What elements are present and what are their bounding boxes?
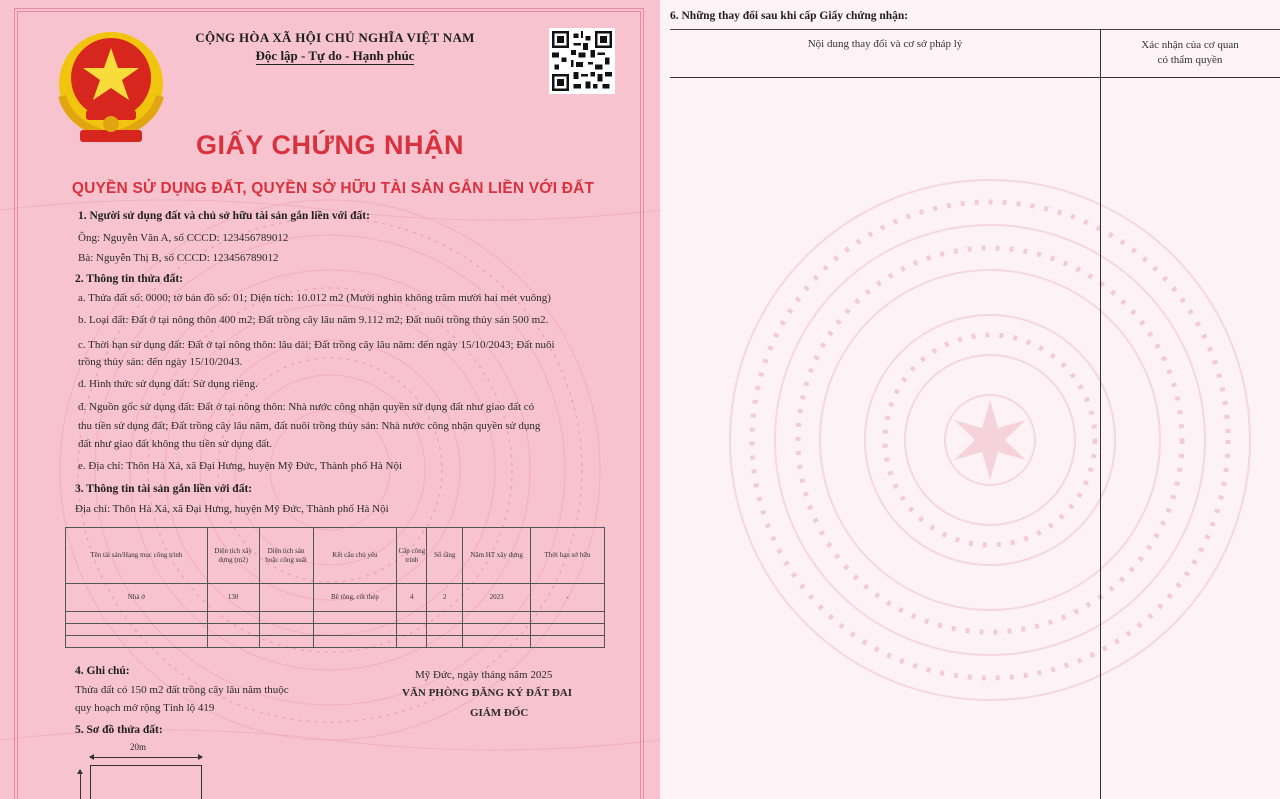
parcel-info-c-line2: trồng thủy sản: đến ngày 15/10/2043.: [78, 356, 243, 368]
note-line-1: Thửa đất có 150 m2 đất trồng cây lâu năm thuộc: [75, 684, 289, 696]
section-1-heading-text: 1. Người sử dụng đất và chủ sở hữu tài sản gắn liền với đất:: [78, 210, 370, 222]
sketch-side-arrow: [80, 770, 81, 799]
asset-table-row: [66, 624, 605, 636]
changes-table-top-border: [670, 29, 1280, 30]
section-4-heading: [75, 664, 130, 679]
parcel-info-dd-line2: thu tiền sử dụng đất; Đất trồng cây lâu năm, đất nuôi trồng thủy sản: Nhà nước công nhận quyền sử dụng: [78, 420, 541, 432]
asset-table-cell: [259, 584, 313, 612]
confirmation-header-line-2: có thẩm quyền: [1157, 54, 1223, 66]
section-3-heading-text: 3. Thông tin tài sản gắn liền với đất:: [75, 483, 253, 495]
motto-text: Độc lập - Tự do - Hạnh phúc: [255, 48, 415, 63]
changes-column-confirmation: [1102, 38, 1278, 68]
section-3-heading: [75, 482, 252, 497]
changes-column-content: Nội dung thay đổi và cơ sở pháp lý: [807, 38, 963, 50]
owner-line-2: Bà: Nguyễn Thị B, số CCCD: 123456789012: [78, 252, 279, 264]
asset-table-header: Cấp công trình: [397, 528, 427, 584]
asset-table-header: Kết cấu chủ yếu: [313, 528, 397, 584]
asset-table-cell: 130: [207, 584, 259, 612]
qr-code-icon: [549, 28, 615, 94]
asset-table-cell: 2023: [463, 584, 531, 612]
place-and-date: Mỹ Đức, ngày tháng năm 2025: [415, 669, 553, 681]
asset-address: Địa chỉ: Thôn Hà Xá, xã Đại Hưng, huyện Mỹ Đức, Thành phố Hà Nội: [75, 503, 389, 515]
section-2-heading: [75, 272, 183, 287]
nation-name: CỘNG HÒA XÃ HỘI CHỦ NGHĨA VIỆT NAM: [195, 30, 475, 45]
parcel-info-c-line1: c. Thời hạn sử dụng đất: Đất ở tại nông thôn: lâu dài; Đất trồng cây lâu năm: đến ngày 15/10/2043; Đất nuôi: [78, 339, 555, 351]
asset-table-cell: Nhà ở: [66, 584, 208, 612]
confirmation-header-line-1: Xác nhận của cơ quan: [1141, 39, 1239, 51]
issuing-office: VĂN PHÒNG ĐĂNG KÝ ĐẤT ĐAI: [402, 687, 572, 699]
drum-watermark-pattern: [660, 0, 1280, 799]
section-5-heading: [75, 723, 163, 738]
parcel-info-a: a. Thửa đất số: 0000; tờ bản đồ số: 01; Diện tích: 10.012 m2 (Mười nghìn không trăm mười hai mét vuông): [78, 292, 551, 304]
certificate-subtitle: QUYỀN SỬ DỤNG ĐẤT, QUYỀN SỞ HỮU TÀI SẢN GẮN LIỀN VỚI ĐẤT: [71, 180, 595, 197]
changes-section-title: 6. Những thay đổi sau khi cấp Giấy chứng nhận:: [670, 10, 909, 22]
asset-table-header-row: [66, 528, 605, 584]
asset-table-row: [66, 636, 605, 648]
owner-line-1: Ông: Nguyễn Văn A, số CCCD: 123456789012: [78, 232, 289, 244]
signer-role: GIÁM ĐỐC: [470, 707, 529, 719]
asset-table-cell: -: [531, 584, 605, 612]
asset-table-header: Tên tài sản/Hạng mục công trình: [66, 528, 208, 584]
asset-table-cell: 2: [427, 584, 463, 612]
sketch-dimension-arrow: [90, 757, 202, 758]
asset-table-cell: Bê tông, cốt thép: [313, 584, 397, 612]
parcel-info-dd-line1: đ. Nguồn gốc sử dụng đất: Đất ở tại nông thôn: Nhà nước công nhận quyền sử dụng đất như giao đất có: [78, 401, 535, 413]
certificate-changes-page: [660, 0, 1280, 799]
parcel-info-e: e. Địa chỉ: Thôn Hà Xá, xã Đại Hưng, huyện Mỹ Đức, Thành phố Hà Nội: [78, 460, 403, 472]
asset-table: [65, 527, 605, 648]
asset-table-header: Năm HT xây dựng: [463, 528, 531, 584]
section-1-heading: [78, 209, 370, 224]
asset-table-cell: 4: [397, 584, 427, 612]
national-motto: [160, 48, 510, 64]
asset-table-header: Thời hạn sở hữu: [531, 528, 605, 584]
parcel-info-b: b. Loại đất: Đất ở tại nông thôn 400 m2; Đất trồng cây lâu năm 9.112 m2; Đất nuôi trồng thủy sản 500 m2.: [78, 314, 549, 326]
certificate-title: GIẤY CHỨNG NHẬN: [196, 130, 464, 160]
asset-table-header: Diện tích sàn hoặc công suất: [259, 528, 313, 584]
parcel-info-d: d. Hình thức sử dụng đất: Sử dụng riêng.: [78, 378, 258, 390]
sketch-dimension-label: 20m: [130, 742, 147, 752]
changes-table-column-divider: [1100, 29, 1101, 799]
asset-table-row: [66, 584, 605, 612]
parcel-sketch: [90, 765, 202, 799]
asset-table-header: Diện tích xây dựng (m2): [207, 528, 259, 584]
section-5-heading-text: 5. Sơ đồ thửa đất:: [75, 724, 163, 736]
changes-table-header-border: [670, 77, 1280, 78]
parcel-info-dd-line3: đất như giao đất không thu tiền sử dụng đất.: [78, 438, 273, 450]
asset-table-row: [66, 612, 605, 624]
note-line-2: quy hoạch mở rộng Tỉnh lộ 419: [75, 702, 215, 714]
section-4-heading-text: 4. Ghi chú:: [75, 665, 130, 677]
section-2-heading-text: 2. Thông tin thửa đất:: [75, 273, 183, 285]
asset-table-header: Số tầng: [427, 528, 463, 584]
